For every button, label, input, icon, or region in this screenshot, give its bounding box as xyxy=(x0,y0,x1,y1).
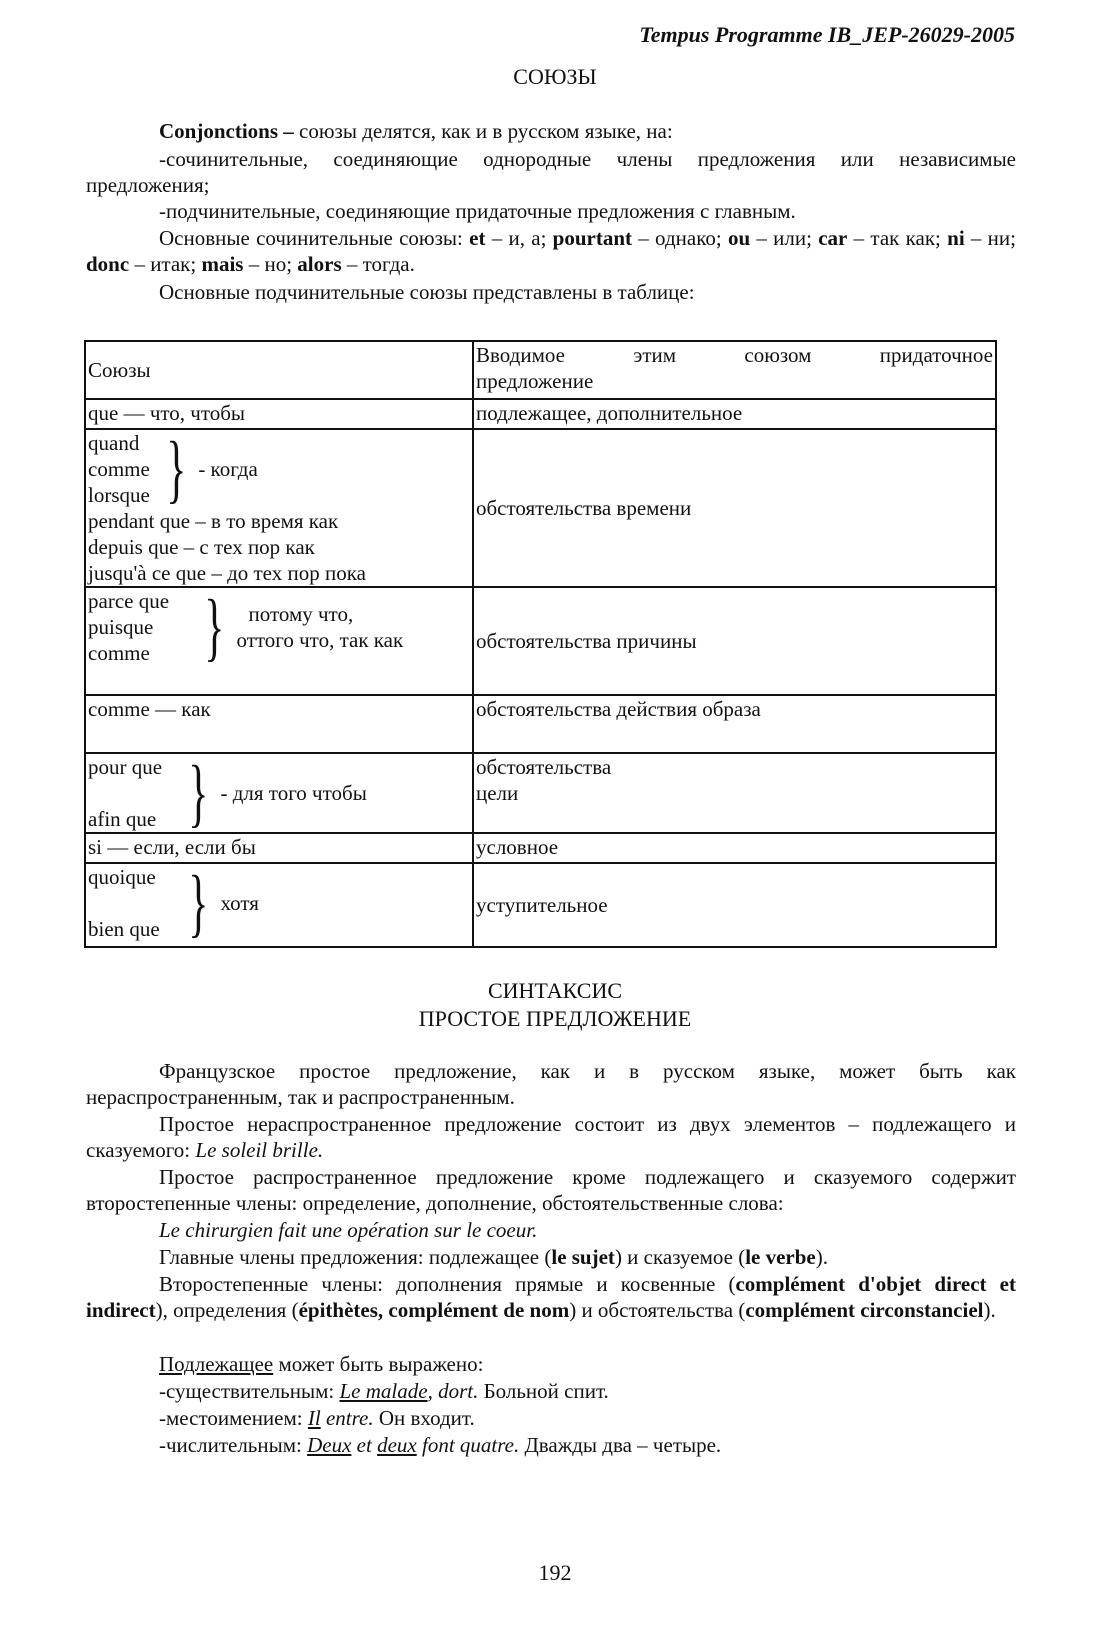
word: comme xyxy=(88,457,150,481)
syntax-paragraph-subject xyxy=(86,1351,1016,1377)
running-header: Tempus Programme IB_JEP-26029-2005 xyxy=(639,22,1015,47)
syntax-item-numeral xyxy=(86,1432,1016,1458)
example: Le soleil brille. xyxy=(195,1138,324,1162)
term: et xyxy=(469,226,486,250)
cell-conjunction xyxy=(85,753,473,833)
table-row xyxy=(85,587,996,695)
cell-conjunction xyxy=(85,429,473,587)
term: le sujet xyxy=(551,1245,615,1269)
text: Простое нераспространенное предложение состоит из двух элементов – подлежащего и сказуемого: xyxy=(86,1112,1016,1162)
conjunction-line: jusqu'à ce que – до тех пор пока xyxy=(88,561,366,585)
table-row xyxy=(85,695,996,753)
term-conjonctions: Conjonctions – xyxy=(159,119,294,143)
translation: Больной спит. xyxy=(478,1379,609,1403)
brace-group xyxy=(88,751,470,835)
clause-line: цели xyxy=(476,781,519,805)
translation: Дважды два – четыре. xyxy=(519,1433,722,1457)
text: ). xyxy=(983,1298,996,1322)
brace-group xyxy=(88,585,470,669)
header-cell-conjunctions: Союзы xyxy=(85,341,473,399)
conjunction-line: pendant que – в то время как xyxy=(88,509,339,533)
curly-brace-icon: } xyxy=(204,585,225,669)
text: – и, а; xyxy=(485,226,553,250)
term: complément d'objet direct et indirect xyxy=(86,1272,1016,1322)
table-row xyxy=(85,833,996,863)
gloss-list xyxy=(236,601,403,653)
curly-brace-icon: } xyxy=(166,427,187,511)
word: lorsque xyxy=(88,483,150,507)
intro-paragraph-4 xyxy=(86,225,1016,277)
text: может быть выражено: xyxy=(273,1352,484,1376)
text: – но; xyxy=(243,252,298,276)
syntax-item-pronoun xyxy=(86,1405,1016,1431)
text: -местоимением: xyxy=(159,1406,308,1430)
intro-paragraph-2: -сочинительные, соединяющие однородные члены предложения или независимые предложения; xyxy=(86,147,1016,197)
cell-clause: обстоятельства действия образа xyxy=(473,695,996,753)
example: font quatre. xyxy=(416,1433,520,1457)
gloss: оттого что, так как xyxy=(236,628,404,652)
term: donc xyxy=(86,252,130,276)
term: pourtant xyxy=(552,226,633,250)
cell-conjunction: si — если, если бы xyxy=(85,833,473,863)
cell-conjunction: que — что, чтобы xyxy=(85,399,473,429)
header-word: союзом xyxy=(744,343,812,367)
example-subject: Deux xyxy=(307,1433,352,1457)
brace-group xyxy=(88,861,470,945)
cell-conjunction xyxy=(85,863,473,947)
intro-text: союзы делятся, как и в русском языке, на: xyxy=(293,119,673,143)
text: – тогда. xyxy=(341,252,415,276)
term: épithètes, complément de nom xyxy=(298,1298,570,1322)
section-title-conjunctions: СОЮЗЫ xyxy=(513,64,597,89)
text: – однако; xyxy=(632,226,728,250)
example: entre. xyxy=(320,1406,374,1430)
example-subject: Le malade xyxy=(339,1379,428,1403)
clause-line: обстоятельства xyxy=(476,755,612,779)
header-word: этим xyxy=(633,343,677,367)
cell-clause: уступительное xyxy=(473,863,996,947)
cell-conjunction: comme — как xyxy=(85,695,473,753)
page-number: 192 xyxy=(538,1560,572,1585)
example-subject: Il xyxy=(307,1406,321,1430)
term: mais xyxy=(201,252,244,276)
intro-paragraph-3: -подчинительные, соединяющие придаточные предложения с главным. xyxy=(159,199,796,223)
syntax-paragraph-2 xyxy=(86,1111,1016,1163)
translation: Он входит. xyxy=(373,1406,475,1430)
header-word: Вводимое xyxy=(476,343,565,367)
header-cell-clause xyxy=(473,341,996,399)
syntax-example: Le chirurgien fait une opération sur le coeur. xyxy=(159,1218,538,1242)
text: – так как; xyxy=(847,226,948,250)
header-word: придаточное xyxy=(879,343,993,367)
text: ). xyxy=(815,1245,828,1269)
table-row xyxy=(85,863,996,947)
conjunction-line: depuis que – с тех пор как xyxy=(88,535,315,559)
term: ou xyxy=(727,226,751,250)
cell-clause xyxy=(473,753,996,833)
brace-group xyxy=(88,427,470,511)
syntax-paragraph-3: Простое распространенное предложение кроме подлежащего и сказуемого содержит второстепенные члены: определение, дополнение, обстоятельственные слова: xyxy=(86,1165,1016,1215)
cell-conjunction xyxy=(85,587,473,695)
cell-clause: обстоятельства времени xyxy=(473,429,996,587)
text: – или; xyxy=(750,226,819,250)
term: complément circonstanciel xyxy=(745,1298,984,1322)
word: afin que xyxy=(88,807,157,831)
header-word-2: предложение xyxy=(476,369,594,393)
text: -числительным: xyxy=(159,1433,308,1457)
gloss: - когда xyxy=(198,457,258,481)
intro-paragraph-1 xyxy=(86,118,1016,144)
curly-brace-icon: } xyxy=(188,751,209,835)
syntax-item-noun xyxy=(86,1378,1016,1404)
word: puisque xyxy=(88,615,154,639)
table-row xyxy=(85,429,996,587)
cell-clause: условное xyxy=(473,833,996,863)
word: pour que xyxy=(88,755,163,779)
syntax-paragraph-1: Французское простое предложение, как и в русском языке, может быть как нераспространенным, так и распространенным. xyxy=(86,1059,1016,1109)
term: alors xyxy=(297,252,342,276)
term: car xyxy=(818,226,848,250)
table-header-row xyxy=(85,341,996,399)
text: – ни; xyxy=(964,226,1016,250)
gloss: - для того чтобы xyxy=(220,781,367,805)
term: Подлежащее xyxy=(159,1352,274,1376)
syntax-paragraph-secondary-members xyxy=(86,1271,1016,1323)
text: ), определения ( xyxy=(155,1298,299,1322)
curly-brace-icon: } xyxy=(188,861,209,945)
word-list xyxy=(88,864,172,942)
intro-paragraph-5: Основные подчинительные союзы представлены в таблице: xyxy=(159,280,695,304)
term: ni xyxy=(947,226,965,250)
section-subtitle-simple-sentence: ПРОСТОЕ ПРЕДЛОЖЕНИЕ xyxy=(418,1006,692,1031)
example: , dort. xyxy=(427,1379,479,1403)
text: ) и сказуемое ( xyxy=(614,1245,746,1269)
term: le verbe xyxy=(745,1245,816,1269)
text: ) и обстоятельства ( xyxy=(569,1298,746,1322)
example: et xyxy=(351,1433,378,1457)
text: Второстепенные члены: дополнения прямые и косвенные ( xyxy=(159,1272,736,1296)
text: – итак; xyxy=(129,252,202,276)
table-row xyxy=(85,753,996,833)
word: parce que xyxy=(88,589,170,613)
cell-clause: обстоятельства причины xyxy=(473,587,996,695)
word: comme xyxy=(88,641,150,665)
cell-clause: подлежащее, дополнительное xyxy=(473,399,996,429)
example-subject: deux xyxy=(377,1433,417,1457)
conjunctions-table xyxy=(84,340,997,948)
header-words xyxy=(476,342,993,368)
word-list xyxy=(88,588,188,666)
word: quoique xyxy=(88,865,156,889)
table-row xyxy=(85,399,996,429)
section-title-syntax: СИНТАКСИС xyxy=(487,978,623,1003)
word: quand xyxy=(88,431,140,455)
text: -существительным: xyxy=(159,1379,340,1403)
syntax-paragraph-main-members xyxy=(86,1244,1016,1270)
word-list xyxy=(88,754,172,832)
word: bien que xyxy=(88,917,160,941)
gloss: хотя xyxy=(220,891,259,915)
word-list xyxy=(88,430,150,508)
text: Основные сочинительные союзы: xyxy=(159,226,470,250)
gloss: потому что, xyxy=(248,602,354,626)
text: Главные члены предложения: подлежащее ( xyxy=(159,1245,552,1269)
